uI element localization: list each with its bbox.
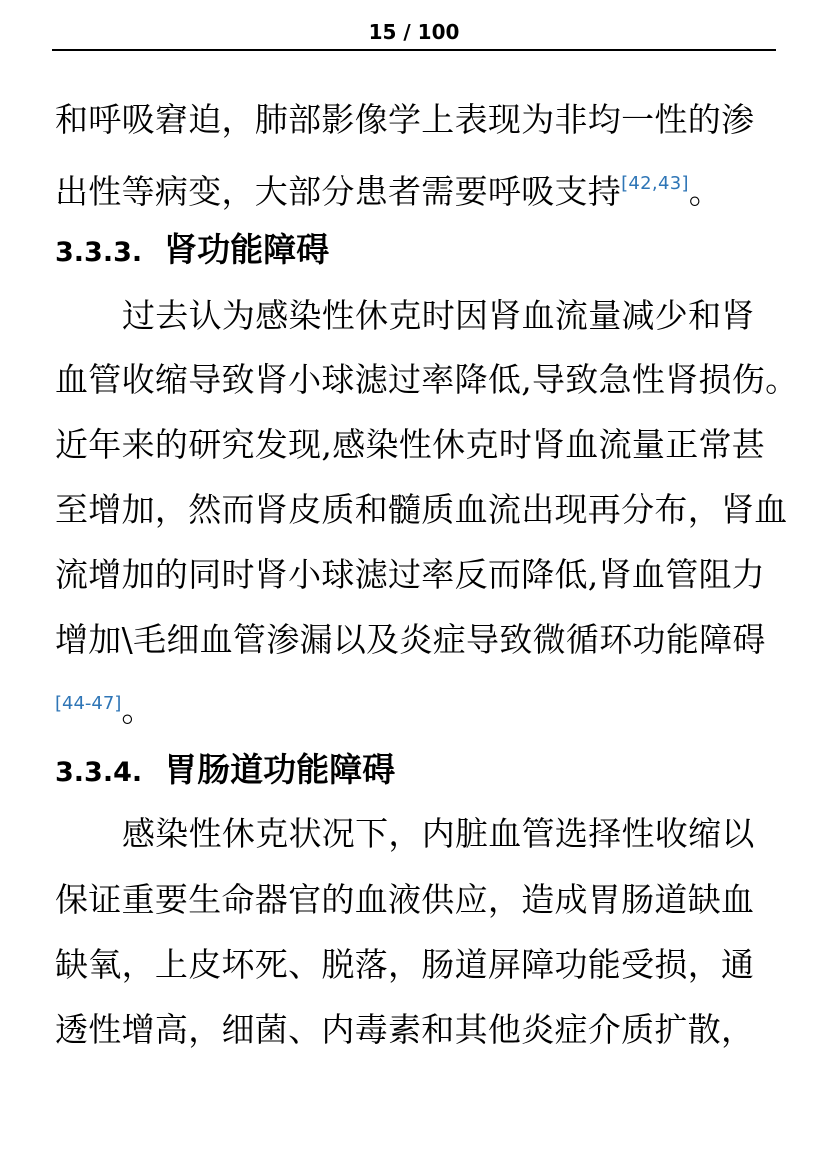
paragraph-line: 过去认为感染性休克时因肾血流量减少和肾 xyxy=(122,296,755,335)
page-number-header: 15 / 100 xyxy=(52,18,776,51)
section-heading-renal: 3.3.3. 肾功能障碍 xyxy=(55,230,330,269)
paragraph-line: 和呼吸窘迫，肺部影像学上表现为非均一性的渗 xyxy=(55,100,755,139)
paragraph-line: 流增加的同时肾小球滤过率反而降低,肾血管阻力 xyxy=(55,555,766,594)
citation-link[interactable]: [42,43] xyxy=(621,173,689,194)
paragraph-line: 出性等病变，大部分患者需要呼吸支持[42,43]。 xyxy=(55,172,723,211)
paragraph-line: 保证重要生命器官的血液供应，造成胃肠道缺血 xyxy=(55,880,755,919)
paragraph-line: 透性增高，细菌、内毒素和其他炎症介质扩散， xyxy=(55,1010,755,1049)
paragraph-line: 至增加，然而肾皮质和髓质血流出现再分布，肾血 xyxy=(55,490,788,529)
paragraph-line: 感染性休克状况下，内脏血管选择性收缩以 xyxy=(122,814,755,853)
paragraph-line: 血管收缩导致肾小球滤过率降低,导致急性肾损伤。 xyxy=(55,360,799,399)
paragraph-line: 缺氧，上皮坏死、脱落，肠道屏障功能受损，通 xyxy=(55,945,755,984)
paragraph-line: 近年来的研究发现,感染性休克时肾血流量正常甚 xyxy=(55,425,766,464)
paragraph-line: [44-47]。 xyxy=(55,690,155,729)
section-heading-gastrointestinal: 3.3.4. 胃肠道功能障碍 xyxy=(55,750,396,789)
citation-link[interactable]: [44-47] xyxy=(55,693,122,714)
paragraph-line: 增加\毛细血管渗漏以及炎症导致微循环功能障碍 xyxy=(55,620,766,659)
